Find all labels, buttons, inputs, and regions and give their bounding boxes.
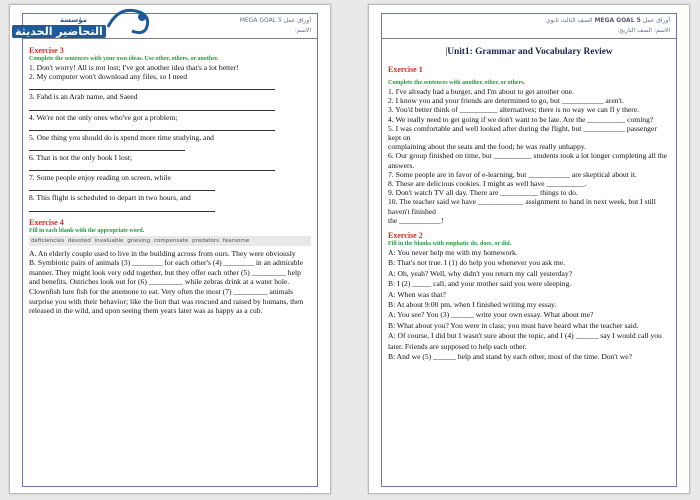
exercise-3-item: 4. We're not the only ones who've got a problem; xyxy=(29,112,178,122)
left-worksheet-page xyxy=(9,4,331,494)
exercise-1-item: the ___________! xyxy=(388,215,444,225)
exercise-2-dialog xyxy=(388,248,670,362)
exercise-1-item: 9. Don't watch TV all day. There are __________ things to do. xyxy=(388,188,578,198)
answer-line[interactable] xyxy=(29,203,215,212)
answer-line[interactable] xyxy=(29,182,215,191)
exercise-3-title: Exercise 3 xyxy=(29,46,64,55)
exercise-3-item: 1. Don't worry! All is not lost; I've got another idea that's a lot better! xyxy=(29,63,239,72)
right-header-title xyxy=(546,17,670,24)
right-header-fields xyxy=(617,27,670,34)
exercise-1-instruction: Complete the sentences with another, other, or others. xyxy=(388,80,526,86)
dialog-line: B: I (2) _____ call, and your mother said you were sleeping. xyxy=(388,279,572,289)
exercise-3-item: 2. My computer won't download any files, so I need xyxy=(29,72,188,82)
exercise-3-item: 7. Some people enjoy reading on screen, while xyxy=(29,173,171,183)
site-logo xyxy=(10,5,190,39)
passage-a-text: A. An elderly couple used to live in the building across from ours. They were obviously xyxy=(29,248,296,258)
logo-subtitle: مؤسسة xyxy=(60,16,87,24)
right-page-body xyxy=(382,39,676,363)
dialog-line: A: You never help me with my homework. xyxy=(388,248,518,258)
passage-a xyxy=(29,249,311,259)
passage-b xyxy=(29,258,311,316)
unit-title-text: Unit1: Grammar and Vocabulary Review xyxy=(447,47,613,57)
left-page-border xyxy=(22,13,318,487)
dialog-line: B: What about you? You were in class; you must have heard what the teacher said. xyxy=(388,320,639,330)
logo-title: التحاضير الحديثة xyxy=(12,25,106,38)
word-bank: deficiencies devoted invaluable grieving compensate predators fearsome xyxy=(29,236,311,246)
right-page-border xyxy=(381,13,677,487)
right-header-goal: MEGA GOAL 5 xyxy=(594,17,641,24)
exercise-3-item: 6. That is not the only book I lost; xyxy=(29,153,133,163)
right-header-worksheets: أوراق عمل xyxy=(642,17,670,24)
exercise-1-item: 7. Some people are in favor of e-learning, but ___________ are skeptical about it. xyxy=(388,169,637,179)
exercise-3-item: 8. This flight is scheduled to depart in two hours, and xyxy=(29,193,191,203)
logo-graphic-icon xyxy=(102,5,162,37)
dialog-line: A: Of course, I did but I wasn't sure about the topic, and I (4) ______ say I would call you later. Friends are supposed to help each other. xyxy=(388,331,662,351)
exercise-1-item: 4. We really need to get going if we don't want to be late. Are the __________ coming? xyxy=(388,114,654,124)
exercise-1-item: complaining about the seats and the food; he was really unhappy. xyxy=(388,142,586,152)
dialog-line: A: Oh, yeah? Well, why didn't you return my call yesterday? xyxy=(388,268,573,278)
dialog-line: B: At about 9:00 pm, when I finished writing my essay. xyxy=(388,300,557,310)
text-cursor: | xyxy=(445,47,448,57)
left-header-title: أوراق عمل MEGA GOAL 5 xyxy=(239,17,311,24)
dialog-line: A: You see? You (3) ______ write your own essay. What about me? xyxy=(388,310,594,320)
exercise-2-title: Exercise 2 xyxy=(388,231,423,241)
exercise-1-item: 5. I was comfortable and well looked after during the flight, but ___________ passenger kept on xyxy=(388,123,657,143)
right-page-header xyxy=(382,14,676,39)
unit-title xyxy=(388,47,670,57)
exercise-1-item: 8. These are delicious cookies. I might as well have __________. xyxy=(388,179,587,189)
dialog-line: B: That's not true. I (1) do help you whenever you ask me. xyxy=(388,258,566,268)
answer-line[interactable] xyxy=(29,162,275,171)
passage-b-text: B. Symbiotic pairs of animals (3) ________ for each other's (4) ________ in an admirable manner. They might look very odd together, but they offer each other (5) _________ help and benefits. Ostriches look out for (6) _________ while zebras drink at a water hole. Clownfish lure fish for the anemone to eat. Very often the most (7) _________ animals surprise you with their behavior; like the lion that was rescued and raised by humans, then released in the wild, and upon seeing them years later was as happy as a cub. xyxy=(29,258,304,316)
exercise-3-item: 3. Fahd is an Arab name, and Saeed xyxy=(29,92,138,102)
class-label: الصف xyxy=(637,27,652,34)
answer-line[interactable] xyxy=(29,102,275,111)
right-worksheet-page xyxy=(368,4,690,494)
date-label: التاريخ: xyxy=(617,27,636,34)
exercise-1-item: 6. Our group finished on time, but __________ students took a lot longer completing all the answers. xyxy=(388,151,668,170)
dialog-line: B: And we (5) ______ help and stand by each other, most of the time. Don't we? xyxy=(388,352,633,362)
exercise-1-title: Exercise 1 xyxy=(388,65,423,74)
answer-line[interactable] xyxy=(29,81,275,90)
dialog-line: A: When was that? xyxy=(388,289,446,299)
right-header-grade: الصف الثالث ثانوي xyxy=(545,17,593,24)
exercise-3-instruction: Complete the sentences with your own ideas. Use other, others, or another. xyxy=(29,56,219,62)
exercise-1-item: 2. I know you and your friends are determined to go, but ___________ aren't. xyxy=(388,96,624,106)
exercise-3-item: 5. One thing you should do is spend more time studying, and xyxy=(29,132,214,142)
exercise-1-item: 1. I've already had a burger, and I'm about to get another one. xyxy=(388,87,574,96)
left-header-name-label: الاسم: xyxy=(294,27,311,34)
left-page-body xyxy=(23,39,317,316)
name-label: الاسم: xyxy=(653,27,670,34)
exercise-1-item: 3. You'd better think of __________ alternatives; there is no way we can fl y there. xyxy=(388,105,640,115)
exercise-4-title: Exercise 4 xyxy=(29,217,64,227)
answer-line[interactable] xyxy=(29,142,185,151)
exercise-2-instruction: Fill in the blanks with emphatic do, does, or did. xyxy=(388,241,512,248)
exercise-4-instruction: Fill in each blank with the appropriate word. xyxy=(29,227,145,234)
answer-line[interactable] xyxy=(29,122,275,131)
exercise-1-item: 10. The teacher said we have ____________ assignment to hand in next week, but I still haven't finished xyxy=(388,197,656,216)
